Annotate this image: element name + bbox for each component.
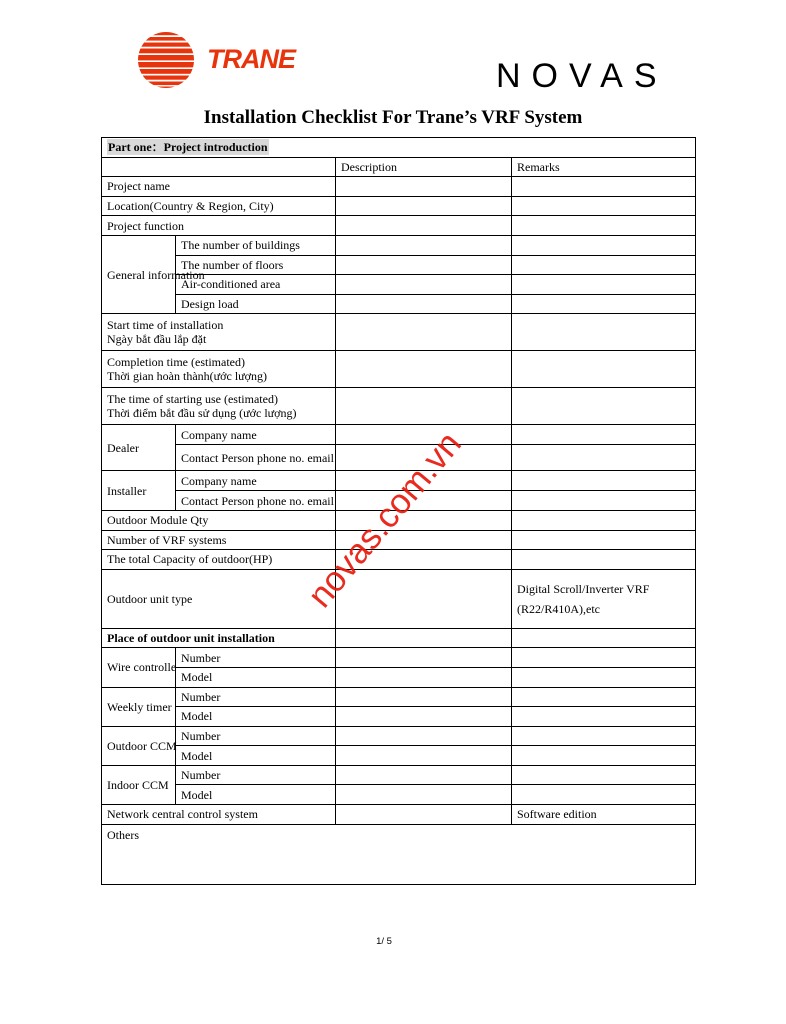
watermark: novas.com.vn (300, 424, 469, 615)
wire-controller-label: Wire controlle (102, 648, 176, 687)
table-row (102, 550, 696, 570)
number-of-vrf-systems-label: Number of VRF systems (102, 530, 336, 550)
project-name-remarks[interactable] (512, 177, 696, 197)
table-row (102, 628, 696, 648)
table-row (102, 177, 696, 197)
table-row (102, 216, 696, 236)
others-label: Others (107, 827, 139, 842)
col-description-header: Description (336, 157, 512, 177)
start-time-remarks[interactable] (512, 314, 696, 351)
network-central-label: Network central control system (102, 805, 336, 825)
installer-label: Installer (102, 471, 176, 511)
table-row (102, 425, 696, 445)
completion-time-remarks[interactable] (512, 351, 696, 388)
software-edition-label: Software edition (512, 805, 696, 825)
weekly-timer-model-remarks[interactable] (512, 707, 696, 727)
section-heading: Part one：Project introduction (108, 140, 268, 155)
outdoor-unit-type-remark-line-1: Digital Scroll/Inverter VRF (517, 581, 650, 596)
completion-time-label (102, 351, 336, 388)
table-row (102, 824, 696, 884)
column-header-row (102, 157, 696, 177)
indoor-ccm-number-description[interactable] (336, 765, 512, 785)
table-row (102, 707, 696, 727)
indoor-ccm-label: Indoor CCM (102, 765, 176, 804)
location-label: Location(Country & Region, City) (102, 196, 336, 216)
outdoor-ccm-model-remarks[interactable] (512, 746, 696, 766)
weekly-timer-label: Weekly timer (102, 687, 176, 726)
table-row (102, 746, 696, 766)
wire-controller-model-remarks[interactable] (512, 667, 696, 687)
section-header (102, 138, 696, 158)
place-of-outdoor-remarks[interactable] (512, 628, 696, 648)
start-time-label-vi: Ngày bắt đầu lắp đặt (107, 332, 207, 347)
project-name-label: Project name (102, 177, 336, 197)
starting-use-label (102, 388, 336, 425)
starting-use-label-vi: Thời điểm bắt đầu sử dụng (ước lượng) (107, 406, 297, 421)
outdoor-module-qty-remarks[interactable] (512, 510, 696, 530)
table-row (102, 805, 696, 825)
completion-time-label-vi: Thời gian hoàn thành(ước lượng) (107, 369, 268, 384)
starting-use-description[interactable] (336, 388, 512, 425)
outdoor-unit-type-remarks[interactable] (512, 569, 696, 628)
starting-use-remarks[interactable] (512, 388, 696, 425)
number-of-buildings-remarks[interactable] (512, 235, 696, 255)
total-capacity-remarks[interactable] (512, 550, 696, 570)
others-field[interactable] (102, 824, 696, 884)
table-row (102, 648, 696, 668)
blank-cell (102, 157, 336, 177)
trane-logo-graphic (136, 30, 321, 90)
location-remarks[interactable] (512, 196, 696, 216)
installer-contact-remarks[interactable] (512, 491, 696, 511)
outdoor-ccm-number-label: Number (176, 726, 336, 746)
table-row (102, 255, 696, 275)
table-row (102, 765, 696, 785)
indoor-ccm-model-label: Model (176, 785, 336, 805)
outdoor-ccm-label: Outdoor CCM (102, 726, 176, 765)
number-of-buildings-description[interactable] (336, 235, 512, 255)
installer-contact-label: Contact Person phone no. email (176, 491, 336, 511)
design-load-remarks[interactable] (512, 294, 696, 314)
indoor-ccm-model-remarks[interactable] (512, 785, 696, 805)
weekly-timer-number-remarks[interactable] (512, 687, 696, 707)
outdoor-module-qty-label: Outdoor Module Qty (102, 510, 336, 530)
table-row (102, 314, 696, 351)
dealer-company-name-label: Company name (176, 425, 336, 445)
weekly-timer-number-label: Number (176, 687, 336, 707)
number-of-vrf-systems-remarks[interactable] (512, 530, 696, 550)
table-row (102, 569, 696, 628)
dealer-contact-remarks[interactable] (512, 445, 696, 471)
table-row (102, 726, 696, 746)
number-of-floors-description[interactable] (336, 255, 512, 275)
project-name-description[interactable] (336, 177, 512, 197)
logo-text: TRANE (207, 44, 295, 74)
outdoor-ccm-model-label: Model (176, 746, 336, 766)
place-of-outdoor-description[interactable] (336, 628, 512, 648)
dealer-company-name-remarks[interactable] (512, 425, 696, 445)
wire-controller-model-description[interactable] (336, 667, 512, 687)
indoor-ccm-model-description[interactable] (336, 785, 512, 805)
outdoor-unit-type-remark-line-2: (R22/R410A),etc (517, 601, 600, 616)
table-row (102, 294, 696, 314)
air-conditioned-area-label: Air-conditioned area (176, 275, 336, 295)
project-function-label: Project function (102, 216, 336, 236)
indoor-ccm-number-remarks[interactable] (512, 765, 696, 785)
indoor-ccm-number-label: Number (176, 765, 336, 785)
total-capacity-label: The total Capacity of outdoor(HP) (102, 550, 336, 570)
outdoor-ccm-number-description[interactable] (336, 726, 512, 746)
installer-company-name-remarks[interactable] (512, 471, 696, 491)
weekly-timer-number-description[interactable] (336, 687, 512, 707)
table-row (102, 785, 696, 805)
outdoor-unit-type-label: Outdoor unit type (102, 569, 336, 628)
col-remarks-header: Remarks (512, 157, 696, 177)
air-conditioned-area-description[interactable] (336, 275, 512, 295)
table-row (102, 351, 696, 388)
section-header-row (102, 138, 696, 158)
table-row (102, 445, 696, 471)
start-time-label (102, 314, 336, 351)
brand-name: NOVAS (496, 57, 668, 95)
weekly-timer-model-label: Model (176, 707, 336, 727)
location-description[interactable] (336, 196, 512, 216)
table-row (102, 667, 696, 687)
outdoor-ccm-model-description[interactable] (336, 746, 512, 766)
place-of-outdoor-label: Place of outdoor unit installation (102, 628, 336, 648)
completion-time-label-en: Completion time (estimated) (107, 355, 245, 370)
start-time-label-en: Start time of installation (107, 318, 224, 333)
table-row (102, 196, 696, 216)
wire-controller-number-remarks[interactable] (512, 648, 696, 668)
outdoor-ccm-number-remarks[interactable] (512, 726, 696, 746)
wire-controller-number-label: Number (176, 648, 336, 668)
air-conditioned-area-remarks[interactable] (512, 275, 696, 295)
project-function-remarks[interactable] (512, 216, 696, 236)
weekly-timer-model-description[interactable] (336, 707, 512, 727)
wire-controller-model-label: Model (176, 667, 336, 687)
design-load-label: Design load (176, 294, 336, 314)
number-of-floors-remarks[interactable] (512, 255, 696, 275)
starting-use-label-en: The time of starting use (estimated) (107, 392, 278, 407)
table-row (102, 388, 696, 425)
installer-company-name-label: Company name (176, 471, 336, 491)
project-function-description[interactable] (336, 216, 512, 236)
completion-time-description[interactable] (336, 351, 512, 388)
dealer-contact-label: Contact Person phone no. email (176, 445, 336, 471)
page-number: 1/ 5 (376, 936, 392, 947)
number-of-buildings-label: The number of buildings (176, 235, 336, 255)
dealer-label: Dealer (102, 425, 176, 471)
page-title: Installation Checklist For Trane’s VRF System (203, 107, 583, 128)
number-of-floors-label: The number of floors (176, 255, 336, 275)
table-row (102, 235, 696, 255)
design-load-description[interactable] (336, 294, 512, 314)
network-central-description[interactable] (336, 805, 512, 825)
wire-controller-number-description[interactable] (336, 648, 512, 668)
table-row (102, 687, 696, 707)
table-row (102, 275, 696, 295)
start-time-description[interactable] (336, 314, 512, 351)
trane-logo (136, 30, 321, 95)
general-information-label: General information (102, 235, 176, 313)
